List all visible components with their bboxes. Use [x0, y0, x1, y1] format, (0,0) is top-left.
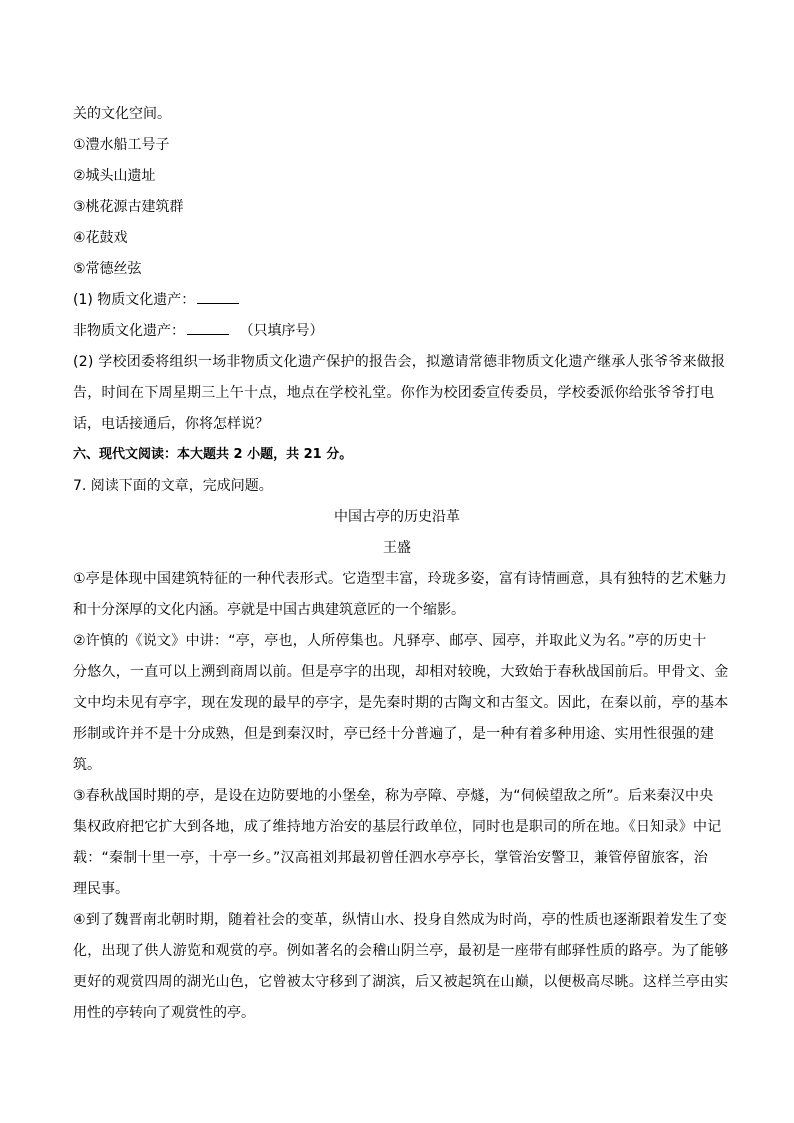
- paragraph-line: 用性的亭转向了观赏性的亭。: [73, 1005, 255, 1021]
- question-2-line: 话，电话接通后，你将怎样说？: [73, 416, 269, 432]
- paragraph-line: ②许慎的《说文》中讲：“亭，亭也，人所停集也。凡驿亭、邮亭、园亭，并取此义为名。”亭的历史十: [73, 633, 707, 649]
- paragraph-line: ①亭是体现中国建筑特征的一种代表形式。它造型丰富，玲珑多姿，富有诗情画意，具有独特的艺术魅力: [73, 571, 728, 587]
- paragraph-line: 集权政府把它扩大到各地，成了维持地方治安的基层行政单位，同时也是职司的所在地。《日知录》中记: [73, 819, 722, 835]
- paragraph-line: 形制或许并不是十分成熟，但是到秦汉时，亭已经十分普遍了，是一种有着多种用途、实用性很强的建: [73, 726, 715, 742]
- paragraph-line: ④到了魏晋南北朝时期，随着社会的变革，纵情山水、投身自然成为时尚，亭的性质也逐渐跟着发生了变: [73, 912, 728, 928]
- section-heading: 六、现代文阅读：本大题共 2 小题，共 21 分。: [73, 447, 353, 462]
- question-1-label: (1) 物质文化遗产：: [73, 292, 196, 308]
- paragraph-line: 筑。: [73, 757, 101, 773]
- paragraph-line: 理民事。: [73, 881, 129, 897]
- question-2-line: (2) 学校团委将组织一场非物质文化遗产保护的报告会，拟邀请常德非物质文化遗产继承人张爷爷来做报: [73, 354, 726, 370]
- paragraph-line: 和十分深厚的文化内涵。亭就是中国古典建筑意匠的一个缩影。: [73, 602, 465, 618]
- option-4: ④花鼓戏: [73, 230, 128, 246]
- text-line: 关的文化空间。: [73, 106, 171, 122]
- question-1-row-2: [73, 321, 323, 341]
- question-7-prompt: 7. 阅读下面的文章，完成问题。: [73, 478, 273, 494]
- option-1: ①澧水船工号子: [73, 137, 170, 153]
- question-2-line: 告，时间在下周星期三上午十点，地点在学校礼堂。你作为校团委宣传委员，学校委派你给张爷爷打电: [73, 385, 715, 401]
- option-2: ②城头山遗址: [73, 168, 156, 184]
- option-3: ③桃花源古建筑群: [73, 199, 184, 215]
- answer-blank: [197, 291, 239, 304]
- paragraph-line: ③春秋战国时期的亭，是设在边防要地的小堡垒，称为亭障、亭燧，为“伺候望敌之所”。后来秦汉中央: [73, 788, 714, 804]
- paragraph-line: 文中均未见有亭字，现在发现的最早的亭字，是先秦时期的古陶文和古玺文。因此，在秦以前，亭的基本: [73, 695, 729, 711]
- paragraph-line: 分悠久，一直可以上溯到商周以前。但是亭字的出现，却相对较晚，大致始于春秋战国前后。甲骨文、金: [73, 664, 729, 680]
- paragraph-line: 化，出现了供人游览和观赏的亭。例如著名的会稽山阴兰亭，最初是一座带有邮驿性质的路亭。为了能够: [73, 943, 729, 959]
- article-title: 中国古亭的历史沿革: [334, 509, 460, 525]
- question-1-row: [73, 290, 239, 310]
- article-author: 王盛: [383, 540, 411, 556]
- answer-blank: [187, 322, 229, 335]
- fill-note: （只填序号）: [239, 323, 324, 339]
- paragraph-line: 载：“秦制十里一亭，十亭一乡。”汉高祖刘邦最初曾任泗水亭亭长，掌管治安警卫，兼管停留旅客，治: [73, 850, 709, 866]
- paragraph-line: 更好的观赏四周的湖光山色，它曾被太守移到了湖滨，后又被起筑在山巅，以便极高尽眺。这样兰亭由实: [73, 974, 729, 990]
- option-5: ⑤常德丝弦: [73, 261, 142, 277]
- question-1-label-2: 非物质文化遗产：: [73, 323, 185, 339]
